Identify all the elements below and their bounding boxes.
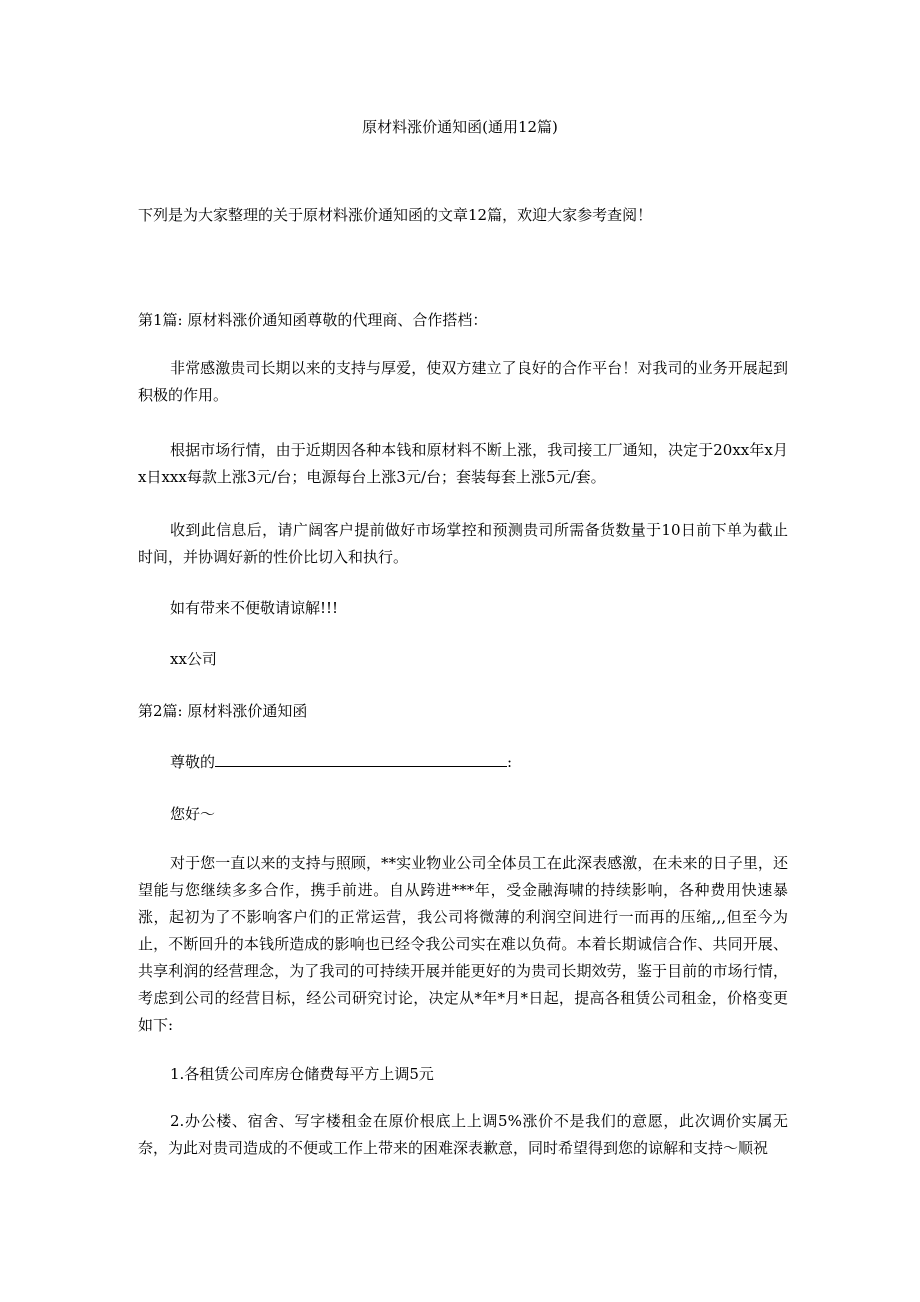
intro-text: 下列是为大家整理的关于原材料涨价通知函的文章12篇，欢迎大家参考查阅！	[138, 206, 653, 224]
article-1-heading: 第1篇: 原材料涨价通知函尊敬的代理商、合作搭档：	[138, 311, 488, 329]
article-2-heading: 第2篇: 原材料涨价通知函	[138, 702, 308, 720]
article-2-greeting: 您好～	[170, 805, 216, 823]
article-1-signature: xx公司	[170, 650, 217, 668]
article-1-paragraph-1: 非常感激贵司长期以来的支持与厚爱，使双方建立了良好的合作平台！对我司的业务开展起到积极的作用。	[138, 359, 788, 404]
article-1-paragraph-2: 根据市场行情，由于近期因各种本钱和原材料不断上涨，我司接工厂通知，决定于20xx年x月x日xxx每款上涨3元/台；电源每台上涨3元/台；套装每套上涨5元/套。	[138, 441, 788, 486]
article-1-paragraph-3: 收到此信息后，请广阔客户提前做好市场掌控和预测贵司所需备货数量于10日前下单为截止时间，并协调好新的性价比切入和执行。	[138, 521, 788, 566]
article-2-item-2: 2.办公楼、宿舍、写字楼租金在原价根底上上调5%涨价不是我们的意愿，此次调价实属无奈，为此对贵司造成的不便或工作上带来的困难深表歉意，同时希望得到您的谅解和支持～顺祝	[138, 1112, 788, 1157]
article-2-paragraph-1: 对于您一直以来的支持与照顾，**实业物业公司全体员工在此深表感激，在未来的日子里，还望能与您继续多多合作，携手前进。自从跨进***年，受金融海啸的持续影响，各种费用快速暴涨，起初为了不影响客户们的正常运营，我公司将微薄的利润空间进行一而再的压缩,,,但至今为止，不断回升的本钱所造成的影响也已经令我公司实在难以负荷。本着长期诚信合作、共同开展、共享利润的经营理念，为了我司的可持续开展并能更好的为贵司长期效劳，鉴于目前的市场行情，考虑到公司的经营目标，经公司研究讨论，决定从*年*月*日起，提高各租赁公司租金，价格变更如下:	[138, 854, 788, 1034]
document-title: 原材料涨价通知函(通用12篇)	[362, 118, 558, 136]
salutation-prefix: 尊敬的	[170, 753, 216, 771]
article-2-item-1: 1.各租赁公司库房仓储费每平方上调5元	[170, 1065, 434, 1083]
article-2-salutation	[170, 751, 512, 773]
salutation-blank-line	[215, 751, 507, 767]
article-1-apology: 如有带来不便敬请谅解!!!	[170, 599, 339, 617]
salutation-suffix: :	[507, 753, 513, 771]
